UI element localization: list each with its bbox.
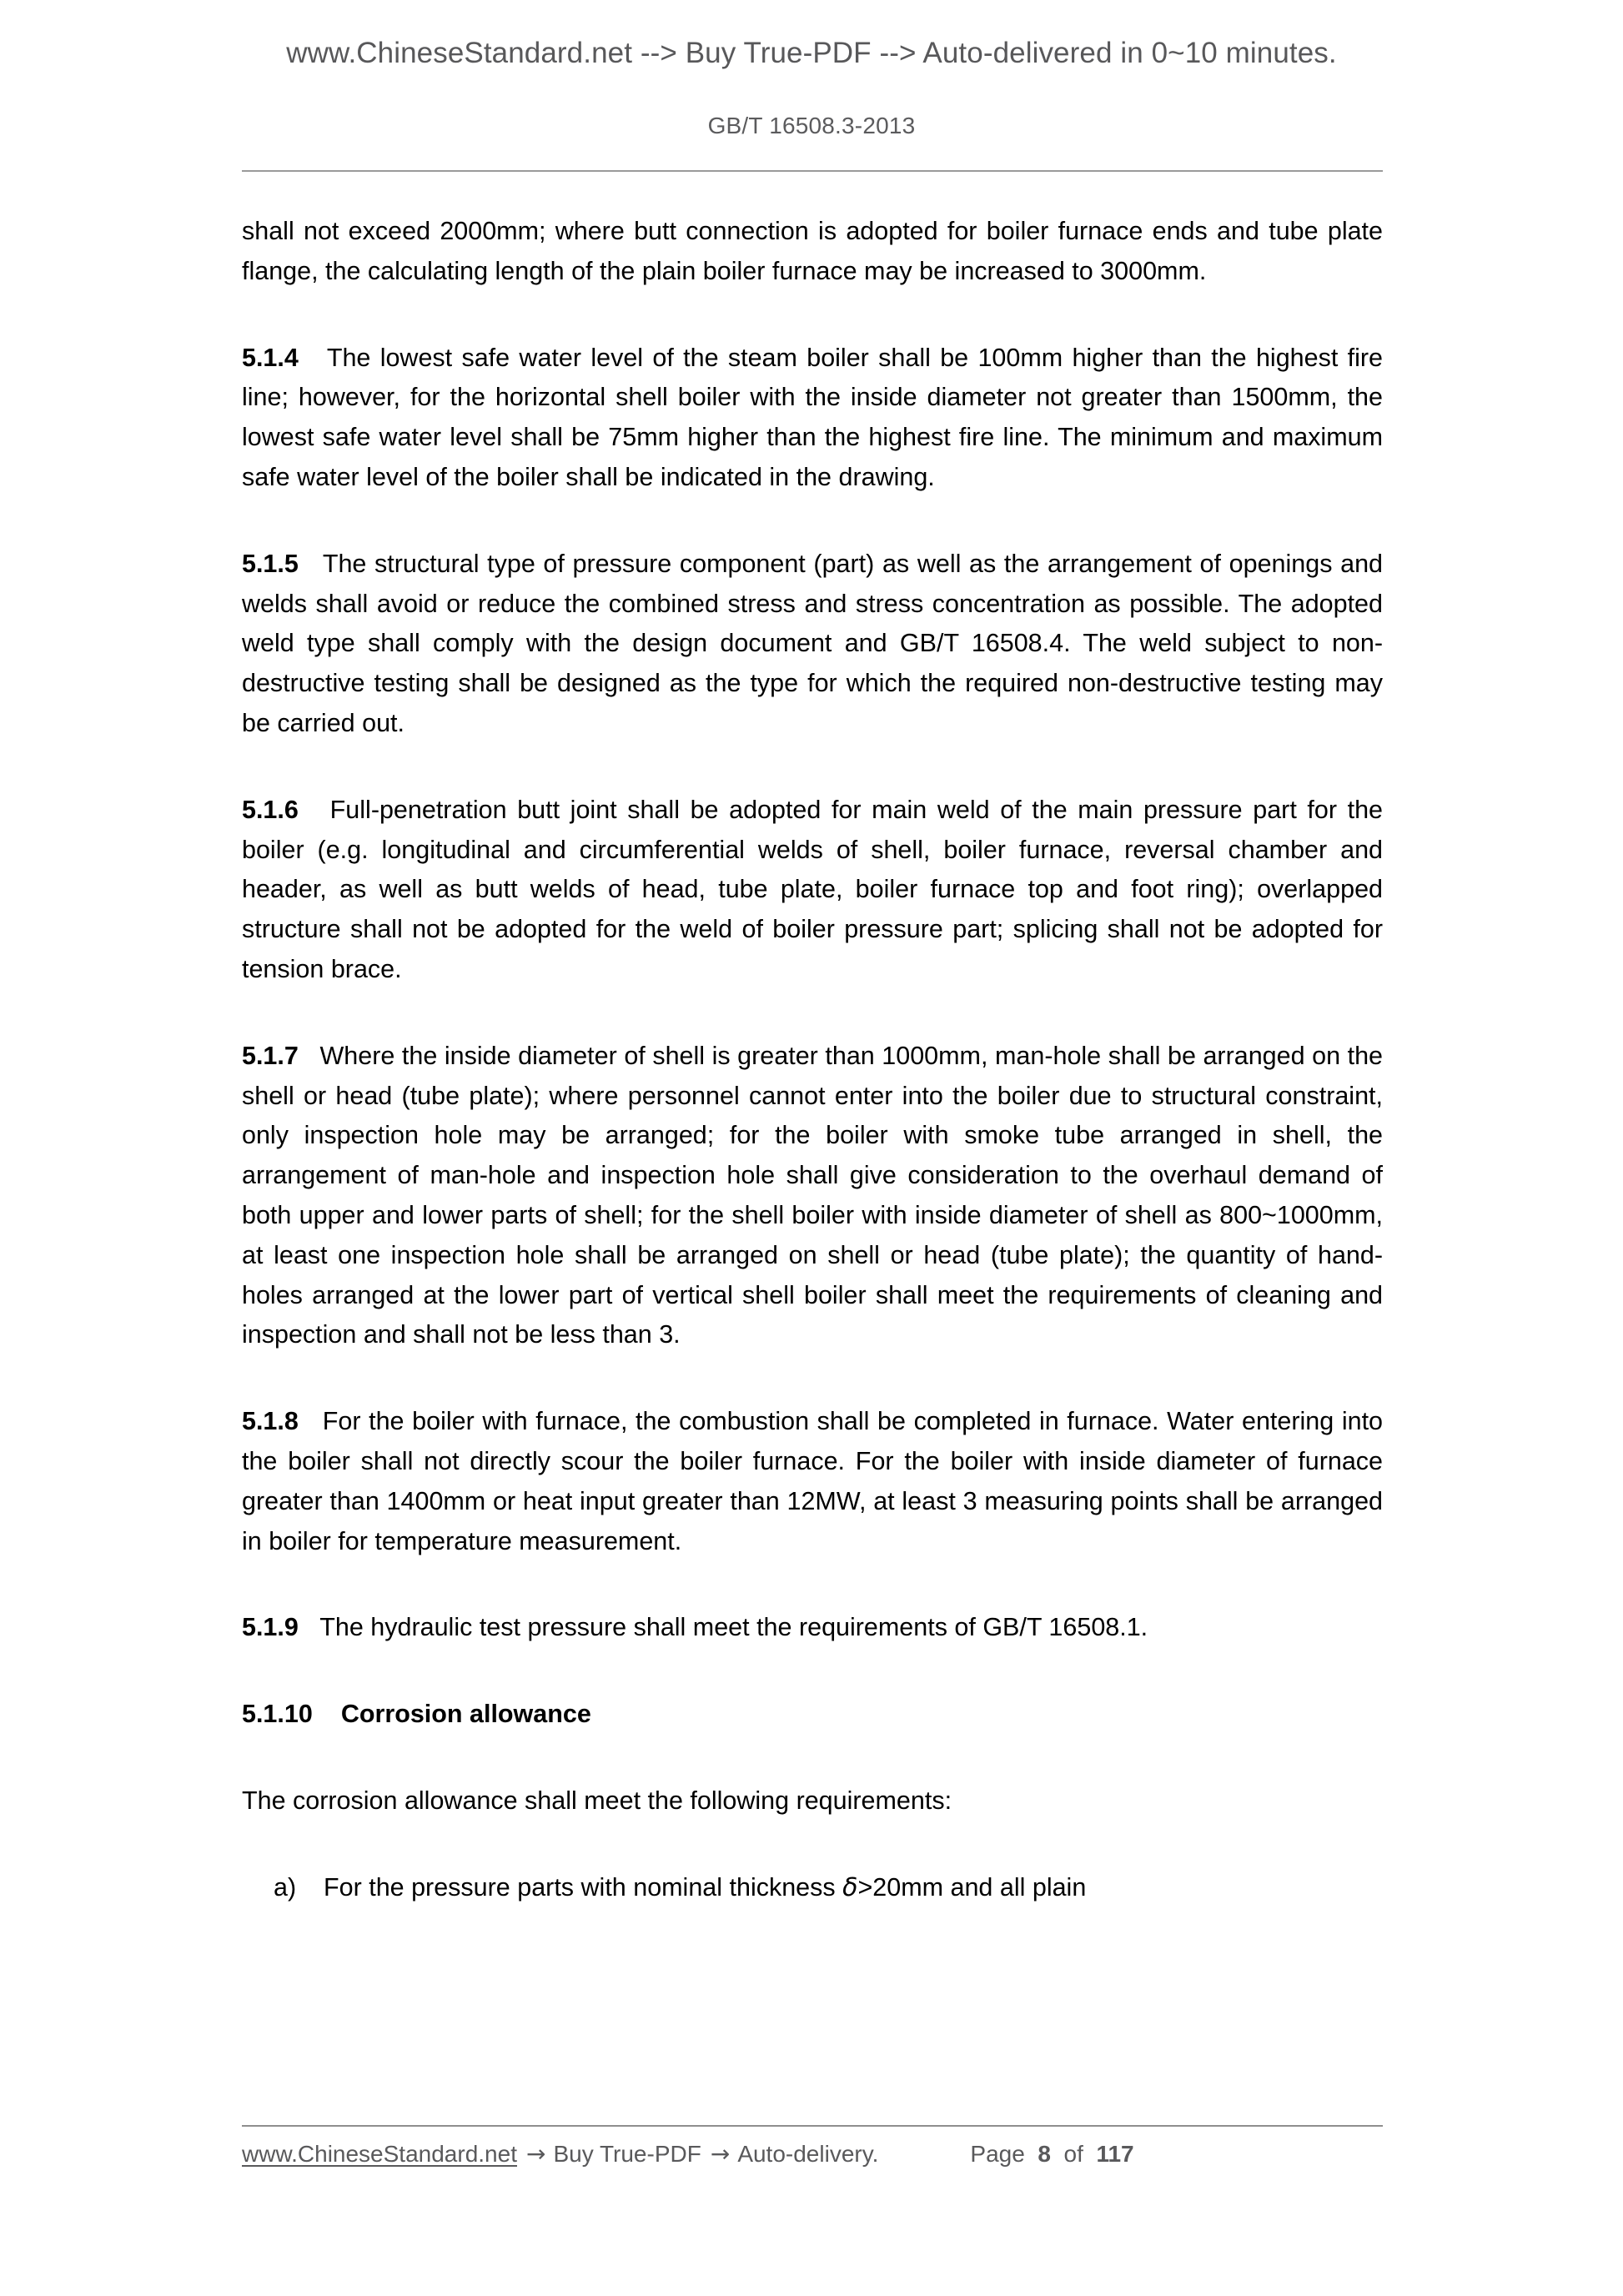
total-pages: 117 [1096,2141,1134,2167]
clause-5-1-4 [242,339,1383,498]
clause-5-1-8 [242,1402,1383,1561]
arrow-right-icon-2: → [710,2140,731,2168]
list-item-a [242,1868,1383,1908]
standard-number: GB/T 16508.3-2013 [707,113,916,138]
page-label: Page [970,2141,1025,2167]
clause-number: 5.1.4 [242,343,299,372]
section-heading-5-1-10 [242,1695,1383,1735]
document-body [242,212,1383,1908]
clause-text: The lowest safe water level of the steam boiler shall be 100mm higher than the highest fire line; however, for the horizontal shell boiler with the inside diameter not greater than 1500mm, the lowest safe water level shall be 75mm higher than the highest fire line. The minimum and maximum safe water level of the boiler shall be indicated in the drawing. [242,343,1384,491]
delta-symbol: δ [842,1872,858,1902]
clause-number: 5.1.9 [242,1613,299,1642]
section-heading-number: 5.1.10 [242,1700,313,1729]
footer-divider [242,2125,1383,2127]
section-heading-title: Corrosion allowance [340,1700,591,1729]
arrow-right-icon: → [525,2140,546,2168]
clause-number: 5.1.8 [242,1407,299,1436]
clause-number: 5.1.5 [242,549,299,578]
promo-banner: www.ChineseStandard.net --> Buy True-PDF --> Auto-delivered in 0~10 minutes. [286,37,1337,69]
list-item-text-before: For the pressure parts with nominal thickness [324,1872,843,1902]
clause-text: Where the inside diameter of shell is greater than 1000mm, man-hole shall be arranged on the shell or head (tube plate); where personnel cannot enter into the boiler due to structural constraint, only inspection hole may be arranged; for the boiler with smoke tube arranged in shell, the arrangement of man-hole and inspection hole shall give consideration to the overhaul demand of both upper and lower parts of shell; for the shell boiler with inside diameter of shell as 800~1000mm, at least one inspection hole shall be arranged on shell or head (tube plate); the quantity of hand-holes arranged at the lower part of vertical shell boiler shall meet the requirements of cleaning and inspection and shall not be less than 3. [242,1041,1383,1349]
header-divider [242,170,1383,172]
page-footer [242,2140,1383,2168]
clause-text: The structural type of pressure component (part) as well as the arrangement of openings and welds shall avoid or reduce the combined stress and stress concentration as possible. The adopted weld type shall comply with the design document and GB/T 16508.4. The weld subject to non-destructive testing shall be designed as the type for which the required non-destructive testing may be carried out. [242,549,1383,737]
clause-5-1-7 [242,1037,1383,1355]
list-marker: a) [274,1872,297,1902]
clause-5-1-9 [242,1608,1383,1648]
page-number: 8 [1038,2141,1051,2167]
footer-buy-label: Buy True-PDF [553,2141,701,2167]
clause-number: 5.1.6 [242,795,299,824]
clause-5-1-5 [242,545,1383,744]
clause-5-1-6 [242,791,1383,990]
clause-number: 5.1.7 [242,1041,299,1070]
lead-in-text: The corrosion allowance shall meet the following requirements: [242,1786,952,1815]
clause-text: The hydraulic test pressure shall meet the requirements of GB/T 16508.1. [319,1613,1148,1642]
footer-site-link[interactable]: www.ChineseStandard.net [242,2141,517,2167]
list-item-text-after: >20mm and all plain [857,1872,1087,1902]
of-label: of [1063,2141,1083,2167]
clause-text: Full-penetration butt joint shall be adopted for main weld of the main pressure part for the boiler (e.g. longitudinal and circumferential welds of shell, boiler furnace, reversal chamber and header, as well as butt welds of head, tube plate, boiler furnace top and foot ring); overlapped structure shall not be adopted for the weld of boiler pressure part; splicing shall not be adopted for tension brace. [242,795,1384,983]
footer-delivery-label: Auto-delivery. [737,2141,879,2167]
continued-paragraph: shall not exceed 2000mm; where butt connection is adopted for boiler furnace ends and tube plate flange, the calculating length of the plain boiler furnace may be increased to 3000mm. [242,217,1383,285]
page-indicator [970,2141,1133,2168]
clause-text: For the boiler with furnace, the combustion shall be completed in furnace. Water entering into the boiler shall not directly scour the boiler furnace. For the boiler with inside diameter of furnace greater than 1400mm or heat input greater than 12MW, at least 3 measuring points shall be arranged in boiler for temperature measurement. [242,1407,1383,1555]
